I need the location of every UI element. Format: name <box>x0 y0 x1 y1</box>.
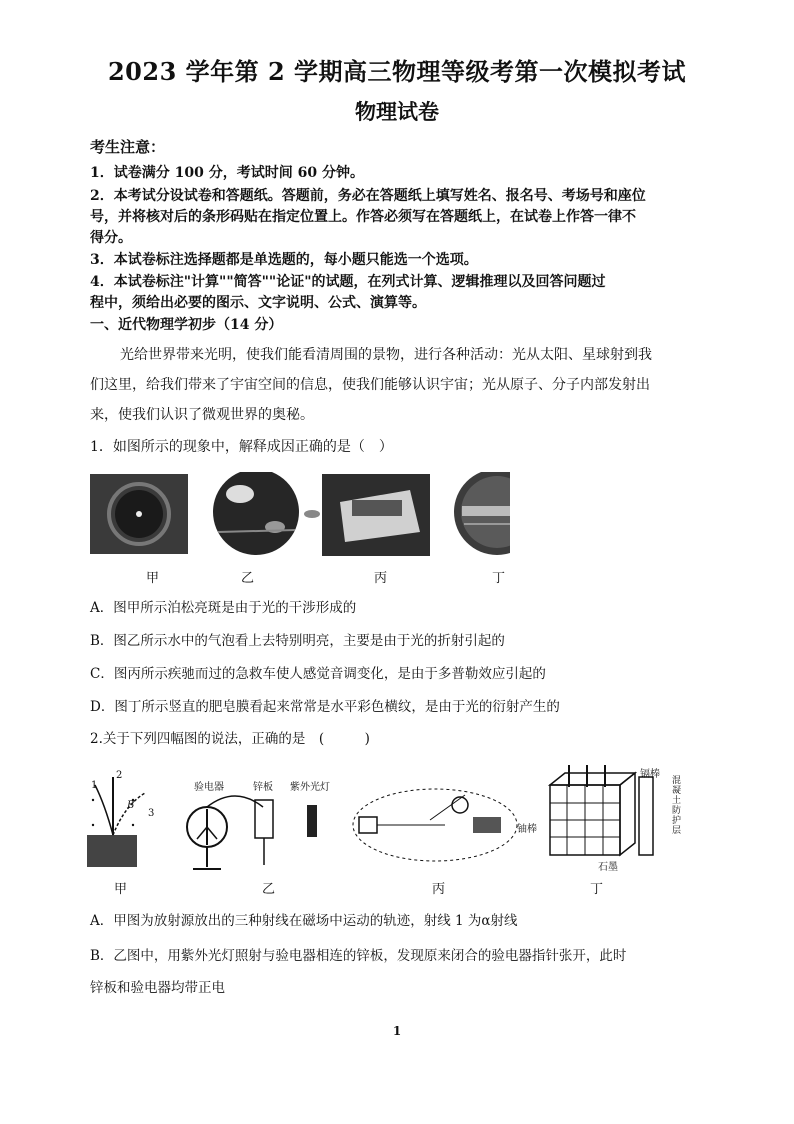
ambulance-image <box>304 474 430 556</box>
q1-caption-bing: 丙 <box>374 571 388 586</box>
uranium-rod-label: 铀棒 <box>517 824 537 835</box>
intro-line: 光给世界带来光明，使我们能看清周围的景物，进行各种活动：光从太阳、星球射到我 <box>120 347 652 363</box>
q2-caption-bing: 丙 <box>432 882 446 897</box>
intro-line: 来，使我们认识了微观世界的奥秘。 <box>90 407 314 423</box>
graphite-label: 石墨 <box>598 862 618 873</box>
electroscope-diagram <box>187 796 317 869</box>
option-d: D．图丁所示竖直的肥皂膜看起来常常是水平彩色横纹，是由于光的衍射产生的 <box>90 699 560 715</box>
notice-line: 3．本试卷标注选择题都是单选题的，每小题只能选一个选项。 <box>90 252 478 268</box>
notice-line: 4．本试卷标注"计算""简答""论证"的试题，在列式计算、逻辑推理以及回答问题过 <box>90 274 606 290</box>
q2-caption-yi: 乙 <box>262 882 276 897</box>
intro-line: 们这里，给我们带来了宇宙空间的信息，使我们能够认识宇宙；光从原子、分子内部发射出 <box>90 377 650 393</box>
notice-line: 程中，须给出必要的图示、文字说明、公式、演算等。 <box>90 295 426 311</box>
question-stem: 1．如图所示的现象中，解释成因正确的是（ ） <box>90 439 393 455</box>
poisson-spot-image <box>90 474 188 554</box>
q1-caption-jia: 甲 <box>146 571 160 586</box>
notice-heading: 考生注意： <box>90 138 166 156</box>
option-a: A．甲图为放射源放出的三种射线在磁场中运动的轨迹，射线 1 为α射线 <box>90 913 518 929</box>
notice-line: 号，并将核对后的条形码贴在指定位置上。作答必须写在答题纸上，在试卷上作答一律不 <box>90 209 636 225</box>
q1-caption-ding: 丁 <box>492 571 506 586</box>
atom-model-diagram <box>353 789 517 861</box>
option-b: B．图乙所示水中的气泡看上去特别明亮，主要是由于光的折射引起的 <box>90 633 505 649</box>
exam-title: 2023 学年第 2 学期高三物理等级考第一次模拟考试 <box>107 57 687 86</box>
q1-caption-yi: 乙 <box>241 571 255 586</box>
q2-figures <box>85 765 685 880</box>
notice-line: 1．试卷满分 100 分，考试时间 60 分钟。 <box>90 165 364 181</box>
notice-line: 得分。 <box>90 230 132 246</box>
page-number: 1 <box>392 1024 402 1038</box>
zinc-plate-label: 锌板 <box>253 782 273 793</box>
option-b: B．乙图中，用紫外光灯照射与验电器相连的锌板，发现原来闭合的验电器指针张开，此时 <box>90 948 627 964</box>
option-a: A．图甲所示泊松亮斑是由于光的干涉形成的 <box>90 600 357 616</box>
electroscope-label: 验电器 <box>194 782 224 793</box>
q2-caption-jia: 甲 <box>114 882 128 897</box>
track-label-3: 3 <box>148 808 155 819</box>
cadmium-rod-label: 镉棒 <box>640 769 660 780</box>
option-c: C．图丙所示疾驰而过的急救车使人感觉音调变化，是由于多普勒效应引起的 <box>90 666 546 682</box>
concrete-layer-label: 混凝土防护层 <box>672 776 682 836</box>
question-stem: 2.关于下列四幅图的说法，正确的是 ( ) <box>90 731 370 747</box>
section-heading: 一、近代物理学初步（14 分） <box>90 317 283 333</box>
q2-caption-ding: 丁 <box>590 882 604 897</box>
track-label-2: 2 <box>116 770 123 781</box>
option-b-continued: 锌板和验电器均带正电 <box>90 980 225 996</box>
q1-figures <box>90 472 510 562</box>
reactor-core-diagram <box>550 765 653 855</box>
track-label-1: 1 <box>91 780 98 791</box>
exam-subtitle: 物理试卷 <box>355 99 439 124</box>
soap-film-image <box>454 472 510 555</box>
uv-lamp-label: 紫外光灯 <box>290 782 330 793</box>
bubble-in-water-image <box>213 472 299 555</box>
field-label-b: B <box>127 800 135 811</box>
notice-line: 2．本考试分设试卷和答题纸。答题前，务必在答题纸上填写姓名、报名号、考场号和座位 <box>90 188 646 204</box>
